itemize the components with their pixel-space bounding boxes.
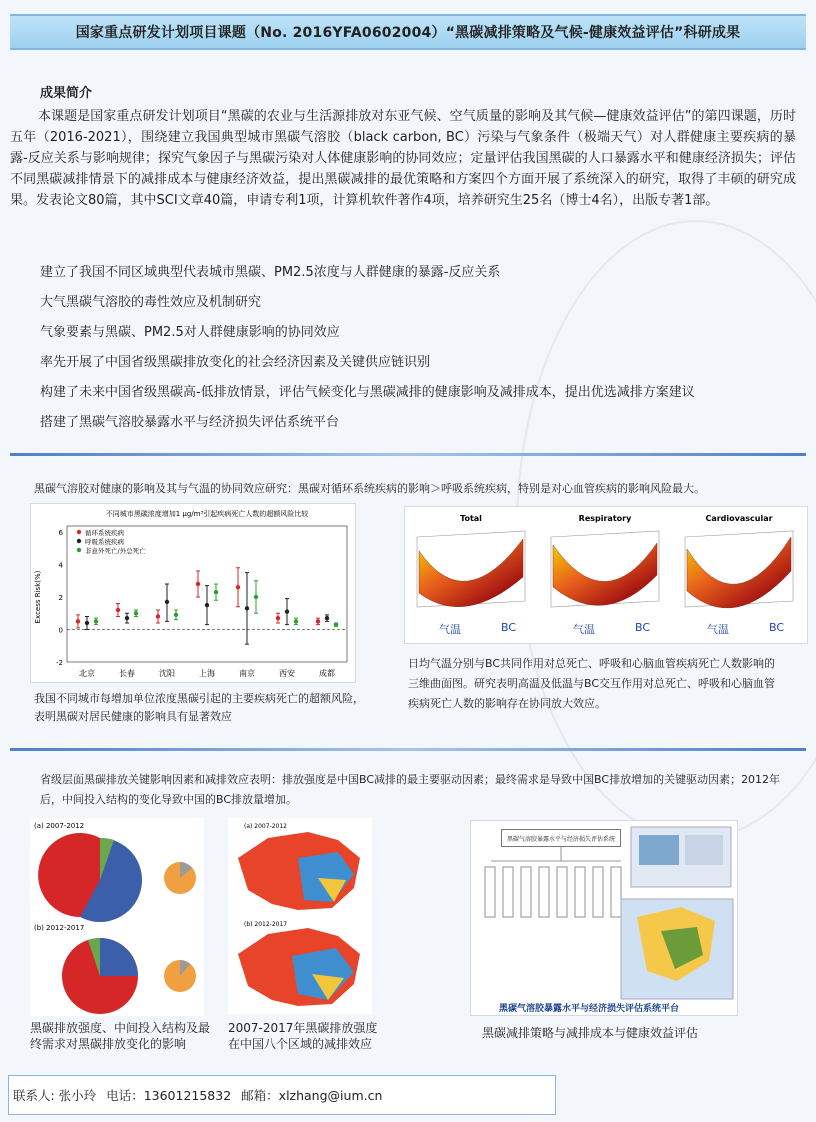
platform-title: 黑碳气溶胶暴露水平与经济损失评估系统平台 xyxy=(499,1004,680,1014)
data-point xyxy=(285,609,289,613)
emission-pie-charts xyxy=(30,818,204,1016)
surface-plot-panel xyxy=(404,506,808,644)
excess-risk-chart-panel xyxy=(30,503,356,683)
y-tick-label: 0 xyxy=(58,626,63,635)
x-tick-label: 北京 xyxy=(79,669,95,678)
y-axis-label: Excess Risk(%) xyxy=(34,570,42,624)
page-header-banner xyxy=(10,14,806,50)
platform-caption: 黑碳减排策略与减排成本与健康效益评估 xyxy=(482,1026,699,1040)
y-tick-label: -2 xyxy=(56,659,63,667)
pie-label-b: (b) 2012-2017 xyxy=(34,924,85,932)
surface-plots xyxy=(405,507,809,645)
surface-title-cardiovascular: Cardiovascular xyxy=(705,514,773,523)
achievement-item: 搭建了黑碳气溶胶暴露水平与经济损失评估系统平台 xyxy=(40,415,340,430)
axis-label-temp: 气温 xyxy=(439,623,461,636)
intro-paragraph: 本课题是国家重点研发计划项目“黑碳的农业与生活源排放对东亚气候、空气质量的影响及其气候—健康效益评估”的第四课题，历时五年（2016-2021），围绕建立我国典型城市黑碳气溶胶（black carbon, BC）污染与气象条件（极端天气）对人群健康主要疾病的暴露-反应关系与影响规律；探究气象因子与黑碳污染对人体健康影响的协同效应；定量评估我国黑碳的人口暴露水平和健康经济损失；评估不同黑碳减排情景下的减排成本与健康经济效益，提出黑碳减排的最优策略和方案四个方面开展了系统深入的研究，取得了丰硕的研究成果。发表论文80篇，其中SCI文章40篇，申请专利1项，计算机软件著作4项，培养研究生25名（博士4名），出版专著1部。 xyxy=(10,109,796,208)
map-panel xyxy=(228,818,372,1014)
legend-entry: 呼吸系统疾病 xyxy=(85,538,124,546)
health-effect-summary: 黑碳气溶胶对健康的影响及其与气温的协同效应研究：黑碳对循环系统疾病的影响＞呼吸系统疾病，特别是对心血管疾病的影响风险最大。 xyxy=(34,482,705,495)
x-tick-label: 西安 xyxy=(279,669,295,678)
contact-name: 联系人: 张小玲 xyxy=(13,1088,97,1103)
y-tick-label: 4 xyxy=(58,561,63,570)
data-point xyxy=(294,619,298,623)
pie-2007-2012 xyxy=(38,833,142,922)
data-point xyxy=(316,619,320,623)
data-point xyxy=(214,590,218,594)
chart-title: 不同城市黑碳浓度增加1 μg/m³引起疾病死亡人数的超额风险比较 xyxy=(105,510,309,518)
x-tick-label: 上海 xyxy=(199,669,215,678)
legend-marker xyxy=(77,530,81,534)
data-point xyxy=(116,608,120,612)
data-point xyxy=(236,585,240,589)
data-point xyxy=(205,603,209,607)
data-point xyxy=(276,616,280,620)
legend-entry: 循环系统疾病 xyxy=(85,529,124,537)
contact-bar xyxy=(8,1075,556,1115)
platform-root-box: 黑碳气溶胶暴露水平与经济损失评估系统 xyxy=(501,829,621,847)
achievement-item: 率先开展了中国省级黑碳排放变化的社会经济因素及关键供应链识别 xyxy=(40,355,431,370)
data-point xyxy=(325,616,329,620)
pie-label-a: (a) 2007-2012 xyxy=(34,822,85,830)
surface-plot-caption: 日均气温分别与BC共同作用对总死亡、呼吸和心脑血管疾病死亡人数影响的三维曲面图。研究表明高温及低温与BC交互作用对总死亡、呼吸和心脑血管疾病死亡人数的影响存在协同放大效应。 xyxy=(408,657,776,710)
pie-chart-panel xyxy=(30,818,204,1016)
data-point xyxy=(245,606,249,610)
emission-driver-summary: 省级层面黑碳排放关键影响因素和减排效应表明：排放强度是中国BC减排的最主要驱动因素；最终需求是导致中国BC排放增加的关键驱动因素；2012年后，中间投入结构的变化导致中国的BC排放量增加。 xyxy=(40,773,781,806)
x-tick-label: 南京 xyxy=(239,669,255,678)
data-point xyxy=(94,619,98,623)
page-title: 国家重点研发计划项目课题（No. 2016YFA0602004）“黑碳减排策略及气候-健康效益评估”科研成果 xyxy=(75,25,741,41)
data-point xyxy=(134,611,138,615)
platform-tree-diagram xyxy=(471,821,739,1017)
section-divider xyxy=(10,453,806,456)
axis-label-bc: BC xyxy=(501,621,517,634)
contact-phone: 电话：13601215832 xyxy=(106,1088,232,1103)
surface-cardiovascular xyxy=(685,514,793,636)
pie-small-a xyxy=(164,862,196,894)
y-tick-label: 6 xyxy=(58,529,63,537)
pie-small-b xyxy=(164,960,196,992)
data-point xyxy=(125,616,129,620)
axis-label-temp: 气温 xyxy=(707,623,729,636)
map-label-a: (a) 2007-2012 xyxy=(244,823,287,830)
excess-risk-caption: 我国不同城市每增加单位浓度黑碳引起的主要疾病死亡的超额风险，表明黑碳对居民健康的影响具有显著效应 xyxy=(34,692,364,723)
map-label-b: (b) 2012-2017 xyxy=(244,921,288,928)
platform-panel xyxy=(470,820,738,1016)
data-point xyxy=(85,621,89,625)
surface-total xyxy=(417,514,525,636)
legend-marker xyxy=(77,548,81,552)
surface-respiratory xyxy=(551,514,659,636)
pie-chart-caption: 黑碳排放强度、中间投入结构及最终需求对黑碳排放变化的影响 xyxy=(30,1021,211,1051)
data-point xyxy=(165,600,169,604)
surface-title-respiratory: Respiratory xyxy=(578,514,632,523)
excess-risk-chart xyxy=(31,504,357,684)
legend-marker xyxy=(77,539,81,543)
axis-label-temp: 气温 xyxy=(573,623,595,636)
section-divider xyxy=(10,748,806,751)
data-point xyxy=(174,613,178,617)
map-caption: 2007-2017年黑碳排放强度在中国八个区域的减排效应 xyxy=(228,1021,378,1051)
axis-label-bc: BC xyxy=(769,621,785,634)
achievement-item: 气象要素与黑碳、PM2.5对人群健康影响的协同效应 xyxy=(40,325,340,340)
data-point xyxy=(334,622,338,626)
intro-heading: 成果简介 xyxy=(40,86,93,101)
data-point xyxy=(156,614,160,618)
achievement-item: 建立了我国不同区域典型代表城市黑碳、PM2.5浓度与人群健康的暴露-反应关系 xyxy=(40,265,501,280)
achievement-item: 构建了未来中国省级黑碳高-低排放情景，评估气候变化与黑碳减排的健康影响及减排成本，提出优选减排方案建议 xyxy=(40,385,695,400)
x-tick-label: 长春 xyxy=(119,669,135,678)
y-tick-label: 2 xyxy=(58,594,63,602)
china-emission-maps xyxy=(228,818,372,1014)
surface-title-total: Total xyxy=(460,514,482,523)
pie-2012-2017 xyxy=(62,938,138,1014)
x-tick-label: 沈阳 xyxy=(159,669,175,678)
axis-label-bc: BC xyxy=(635,621,651,634)
data-point xyxy=(196,582,200,586)
data-point xyxy=(76,619,80,623)
data-point xyxy=(254,595,258,599)
x-tick-label: 成都 xyxy=(319,669,335,678)
contact-email[interactable]: 邮箱：xlzhang@ium.cn xyxy=(241,1088,383,1103)
achievement-item: 大气黑碳气溶胶的毒性效应及机制研究 xyxy=(40,295,262,310)
achievement-list xyxy=(40,262,800,442)
legend-entry: 非意外死亡/外总死亡 xyxy=(85,547,146,555)
